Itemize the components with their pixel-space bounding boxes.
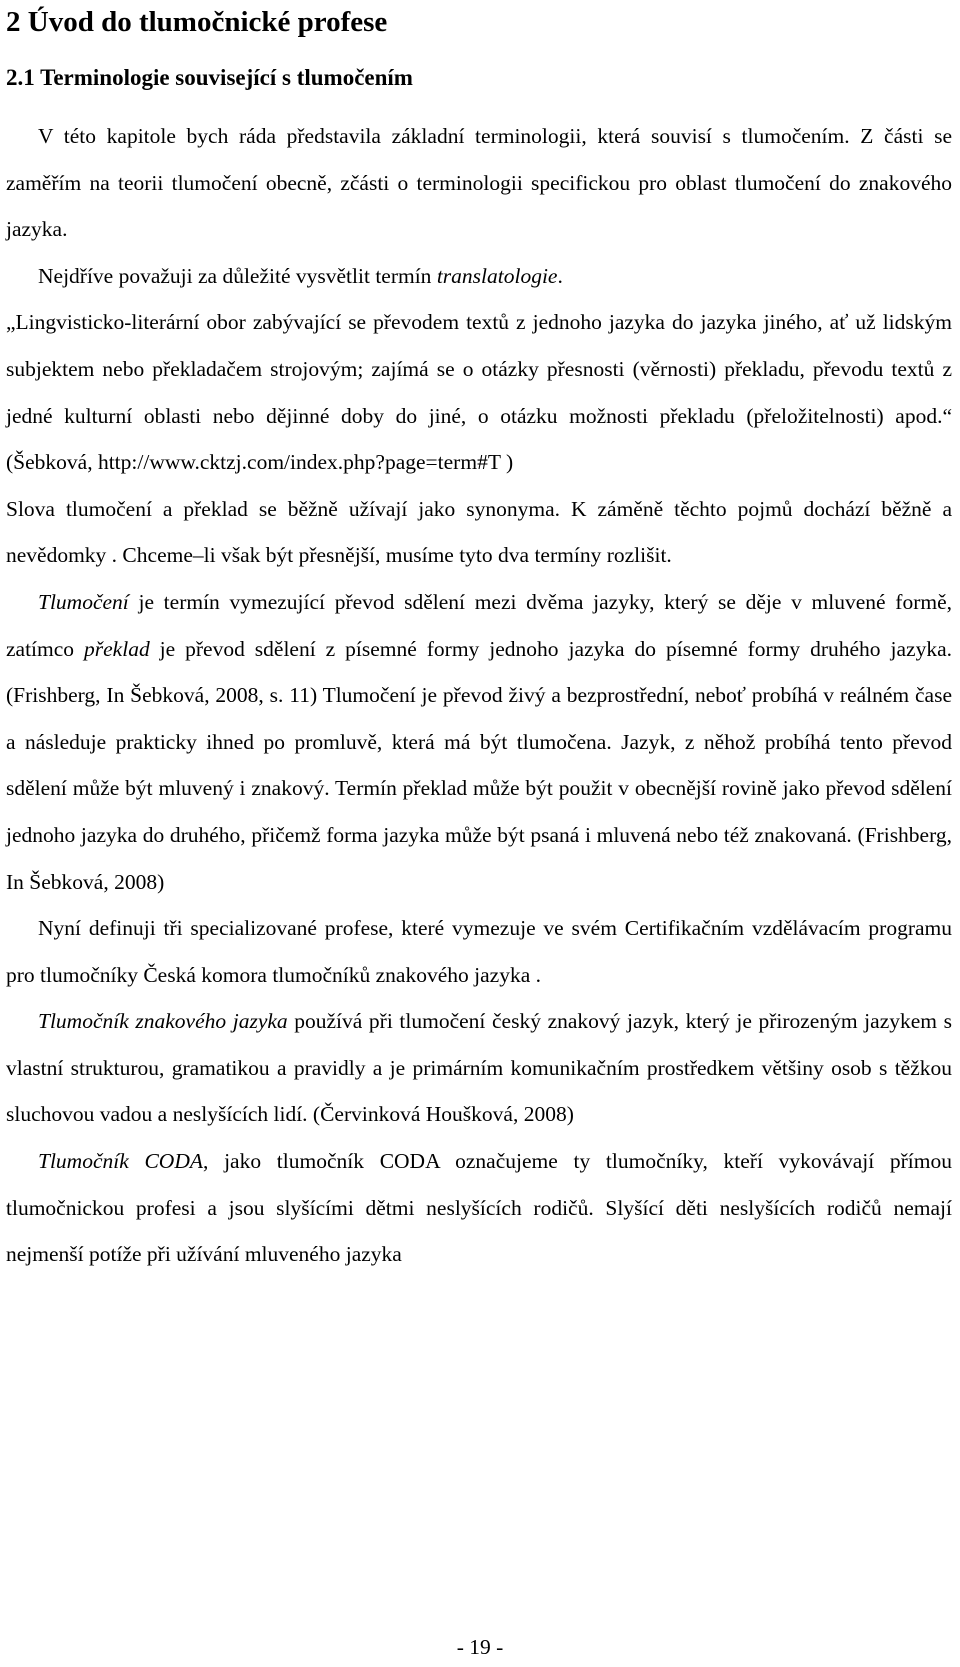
paragraph-coda-interpreter <box>6 1138 952 1278</box>
paragraph-intro: V této kapitole bych ráda představila základní terminologii, která souvisí s tlumočením. Z části se zaměřím na teorii tlumočení obecně, zčásti o terminologii specifickou pro oblast tlumočení do znakového jazyka. <box>6 124 952 242</box>
term-translatologie: translatologie <box>436 263 558 288</box>
paragraph-interpreting-text2: je převod sdělení z písemné formy jednoho jazyka do písemné formy druhého jazyka. (Frishberg, In Šebková, 2008, s. 11) Tlumočení je převod živý a bezprostřední, neboť probíhá v reálném čase a následuje prakticky ihned po promluvě, která má být tlumočena. Jazyk, z něhož probíhá tento převod sdělení může být mluvený i znakový. Termín překlad může být použit v obecnější rovině jako převod sdělení jednoho jazyka do druhého, přičemž forma jazyka může být psaná i mluvená nebo též znakovaná. (Frishberg, In Šebková, 2008) <box>6 636 952 894</box>
paragraph-coda-interpreter-text: , jako tlumočník CODA označujeme ty tlumočníky, kteří vykovávají přímou tlumočnickou profesi a jsou slyšícími dětmi neslyšících rodičů. Slyšící děti neslyšících rodičů nemají nejmenší potíže při užívání mluveného jazyka <box>6 1149 952 1267</box>
paragraph-sign-language-interpreter <box>6 998 952 1138</box>
paragraph-interpreting-vs-translation <box>6 579 952 905</box>
section-heading: 2.1 Terminologie související s tlumočením <box>6 65 413 90</box>
paragraph-professions: Nyní definuji tři specializované profese, které vymezuje ve svém Certifikačním vzdělávacím programu pro tlumočníky Česká komora tlumočníků znakového jazyka . <box>6 916 952 987</box>
term-preklad: překlad <box>84 636 150 661</box>
paragraph-synonyms: Slova tlumočení a překlad se běžně užívají jako synonyma. K záměně těchto pojmů dochází běžně a nevědomky . Chceme–li však být přesnější, musíme tyto dva termíny rozlišit. <box>6 496 952 568</box>
chapter-heading: 2 Úvod do tlumočnické profese <box>6 6 388 38</box>
paragraph-interpreting-text1: je termín vymezující převod sdělení mezi dvěma jazyky, který se děje v mluvené formě, zatímco <box>6 589 952 661</box>
paragraph-translatology-end: . <box>557 263 563 288</box>
body-text <box>6 113 952 1278</box>
paragraph-sign-language-interpreter-text: používá při tlumočení český znakový jazyk, který je přirozeným jazykem s vlastní strukturou, gramatikou a pravidly a je primárním komunikačním prostředkem většiny osob s těžkou sluchovou vadou a neslyšících lidí. (Červinková Houšková, 2008) <box>6 1009 952 1127</box>
paragraph-translatology <box>6 253 952 300</box>
definition-quote: „Lingvisticko-literární obor zabývající se převodem textů z jednoho jazyka do jazyka jiného, ať už lidským subjektem nebo překladačem strojovým; zajímá se o otázky přesnosti (věrnosti) překladu, převodu textů z jedné kulturní oblasti nebo dějinné doby do jiné, o otázku možnosti překladu (přeložitelnosti) apod.“ (Šebková, http://www.cktzj.com/index.php?page=term#T ) <box>6 310 952 475</box>
term-coda-interpreter: Tlumočník CODA <box>38 1149 203 1174</box>
term-tlumoceni: Tlumočení <box>38 589 129 614</box>
paragraph-translatology-text: Nejdříve považuji za důležité vysvětlit termín <box>38 263 437 288</box>
term-sign-language-interpreter: Tlumočník znakového jazyka <box>38 1009 288 1034</box>
page-number: - 19 - <box>456 1635 504 1659</box>
